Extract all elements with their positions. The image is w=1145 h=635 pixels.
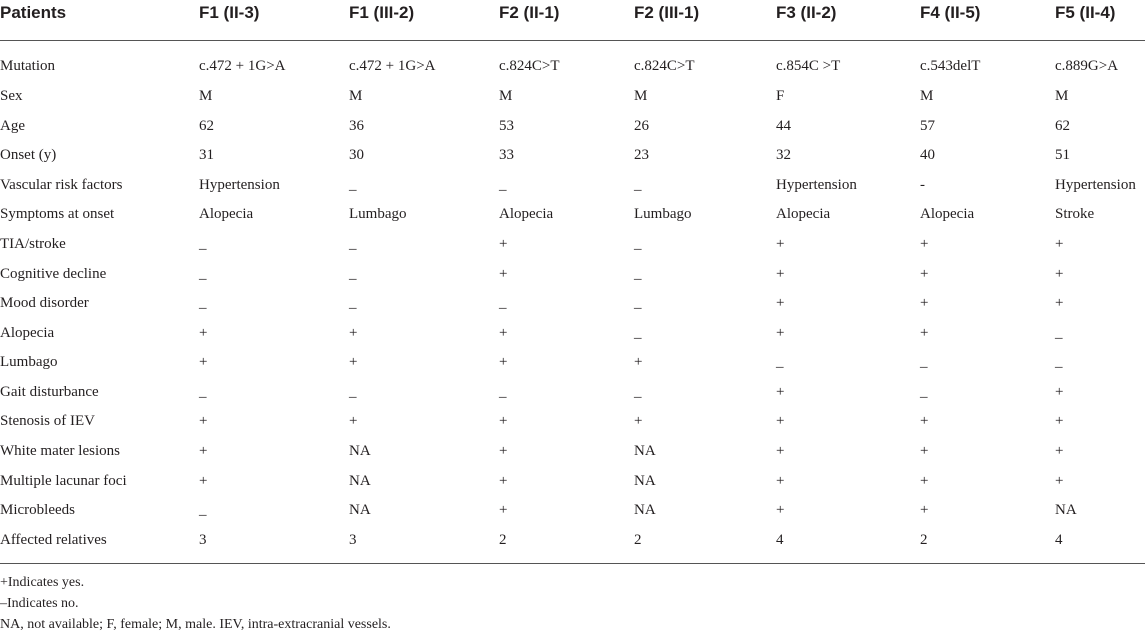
table-cell: + (499, 473, 508, 489)
table-cell: 40 (920, 147, 935, 163)
table-cell: NA (349, 502, 371, 518)
table-cell: NA (634, 502, 656, 518)
row-label: Mood disorder (0, 295, 89, 311)
table-cell: - (920, 177, 925, 193)
table-cell: + (776, 502, 785, 518)
table-cell: + (499, 236, 508, 252)
table-cell: NA (349, 473, 371, 489)
header-divider (0, 40, 1145, 41)
table-cell: c.824C>T (634, 58, 695, 74)
table-cell: _ (199, 384, 207, 400)
table-cell: + (920, 236, 929, 252)
table-cell: 4 (1055, 532, 1063, 548)
header-col-1: F1 (II-3) (199, 3, 260, 22)
table-cell: Alopecia (920, 206, 975, 222)
table-cell: + (920, 325, 929, 341)
table-cell: M (920, 88, 934, 104)
table-cell: _ (199, 502, 207, 518)
table-cell: Lumbago (634, 206, 692, 222)
table-cell: 2 (634, 532, 642, 548)
table-bottom-divider (0, 563, 1145, 564)
table-cell: 57 (920, 118, 935, 134)
table-cell: + (776, 443, 785, 459)
table-cell: M (349, 88, 363, 104)
table-cell: + (1055, 413, 1064, 429)
table-row (0, 265, 1145, 294)
footnote-abbreviations: NA, not available; F, female; M, male. IEV, intra-extracranial vessels. (0, 617, 391, 632)
header-col-2: F1 (III-2) (349, 3, 415, 22)
table-cell: _ (634, 266, 642, 282)
table-cell: 2 (499, 532, 507, 548)
table-cell: + (776, 236, 785, 252)
table-header-row (0, 0, 1145, 40)
table-cell: NA (634, 443, 656, 459)
footnote-yes: +Indicates yes. (0, 575, 85, 590)
table-cell: 3 (349, 532, 357, 548)
table-row (0, 472, 1145, 501)
table-cell: + (1055, 295, 1064, 311)
table-cell: _ (199, 266, 207, 282)
table-cell: _ (349, 384, 357, 400)
row-label: Stenosis of IEV (0, 413, 95, 429)
table-row (0, 146, 1145, 175)
table-cell: + (1055, 236, 1064, 252)
table-cell: + (920, 443, 929, 459)
row-label: Multiple lacunar foci (0, 473, 127, 489)
table-cell: NA (634, 473, 656, 489)
table-cell: + (776, 325, 785, 341)
table-row (0, 383, 1145, 412)
table-cell: M (499, 88, 513, 104)
table-cell: _ (634, 236, 642, 252)
table-cell: c.472 + 1G>A (349, 58, 436, 74)
table-cell: 26 (634, 118, 649, 134)
table-cell: _ (634, 177, 642, 193)
table-cell: + (920, 266, 929, 282)
table-row (0, 235, 1145, 264)
table-cell: M (199, 88, 213, 104)
table-cell: + (199, 473, 208, 489)
table-cell: + (199, 354, 208, 370)
table-cell: _ (920, 354, 928, 370)
row-label: Gait disturbance (0, 384, 99, 400)
table-row (0, 87, 1145, 116)
table-cell: + (499, 443, 508, 459)
table-row (0, 176, 1145, 205)
row-label: Alopecia (0, 325, 55, 341)
row-label: Vascular risk factors (0, 177, 123, 193)
table-row (0, 412, 1145, 441)
row-label: Lumbago (0, 354, 58, 370)
table-cell: 4 (776, 532, 784, 548)
table-cell: + (199, 325, 208, 341)
table-cell: M (634, 88, 648, 104)
table-cell: + (499, 354, 508, 370)
table-cell: 53 (499, 118, 514, 134)
table-cell: 44 (776, 118, 791, 134)
table-cell: 32 (776, 147, 791, 163)
table-cell: + (349, 413, 358, 429)
row-label: Onset (y) (0, 147, 57, 163)
table-cell: _ (499, 384, 507, 400)
table-cell: + (199, 413, 208, 429)
row-label: Cognitive decline (0, 266, 107, 282)
table-row (0, 324, 1145, 353)
table-cell: 62 (199, 118, 214, 134)
row-label: Mutation (0, 58, 55, 74)
table-cell: Alopecia (199, 206, 254, 222)
table-cell: _ (199, 295, 207, 311)
table-cell: + (1055, 443, 1064, 459)
table-cell: _ (349, 177, 357, 193)
table-cell: NA (1055, 502, 1077, 518)
table-cell: + (920, 473, 929, 489)
table-cell: 2 (920, 532, 928, 548)
table-row (0, 294, 1145, 323)
table-cell: + (776, 295, 785, 311)
table-cell: 51 (1055, 147, 1070, 163)
table-cell: 36 (349, 118, 364, 134)
table-cell: _ (499, 295, 507, 311)
table-cell: + (776, 473, 785, 489)
table-cell: c.824C>T (499, 58, 560, 74)
header-col-6: F4 (II-5) (920, 3, 981, 22)
header-patients: Patients (0, 3, 67, 22)
table-cell: + (776, 266, 785, 282)
table-footnotes (0, 572, 391, 635)
table-cell: Hypertension (1055, 177, 1136, 193)
table-cell: 3 (199, 532, 207, 548)
row-label: TIA/stroke (0, 236, 66, 252)
table-cell: _ (634, 384, 642, 400)
table-cell: _ (634, 295, 642, 311)
table-cell: M (1055, 88, 1069, 104)
table-row (0, 531, 1145, 560)
table-cell: + (920, 295, 929, 311)
table-cell: + (1055, 473, 1064, 489)
header-col-5: F3 (II-2) (776, 3, 837, 22)
table-cell: Stroke (1055, 206, 1095, 222)
table-cell: + (349, 354, 358, 370)
table-cell: 62 (1055, 118, 1070, 134)
table-cell: + (499, 413, 508, 429)
table-row (0, 205, 1145, 234)
table-cell: Hypertension (199, 177, 280, 193)
table-cell: + (1055, 266, 1064, 282)
row-label: Symptoms at onset (0, 206, 115, 222)
table-cell: c.543delT (920, 58, 981, 74)
table-cell: _ (920, 384, 928, 400)
row-label: White mater lesions (0, 443, 120, 459)
table-cell: + (634, 354, 643, 370)
table-row (0, 442, 1145, 471)
table-cell: + (1055, 384, 1064, 400)
table-cell: 33 (499, 147, 514, 163)
table-row (0, 117, 1145, 146)
table-cell: + (499, 325, 508, 341)
table-row (0, 501, 1145, 530)
table-cell: _ (1055, 325, 1063, 341)
row-label: Affected relatives (0, 532, 107, 548)
table-cell: Alopecia (499, 206, 554, 222)
row-label: Microbleeds (0, 502, 75, 518)
table-cell: _ (349, 266, 357, 282)
table-cell: _ (634, 325, 642, 341)
table-cell: 31 (199, 147, 214, 163)
table-cell: + (499, 266, 508, 282)
table-cell: _ (199, 236, 207, 252)
table-cell: Hypertension (776, 177, 857, 193)
table-cell: Alopecia (776, 206, 831, 222)
row-label: Sex (0, 88, 23, 104)
table-cell: _ (776, 354, 784, 370)
table-cell: + (634, 413, 643, 429)
header-col-7: F5 (II-4) (1055, 3, 1116, 22)
table-row (0, 57, 1145, 86)
table-cell: + (920, 502, 929, 518)
table-cell: + (349, 325, 358, 341)
header-col-4: F2 (III-1) (634, 3, 700, 22)
table-cell: 30 (349, 147, 364, 163)
table-cell: _ (1055, 354, 1063, 370)
row-label: Age (0, 118, 25, 134)
table-cell: + (499, 502, 508, 518)
table-cell: + (199, 443, 208, 459)
table-cell: c.472 + 1G>A (199, 58, 286, 74)
table-cell: _ (349, 295, 357, 311)
footnote-no: –Indicates no. (0, 596, 79, 611)
table-row (0, 353, 1145, 382)
table-cell: F (776, 88, 785, 104)
table-cell: 23 (634, 147, 649, 163)
table-cell: c.889G>A (1055, 58, 1119, 74)
table-cell: NA (349, 443, 371, 459)
table-cell: Lumbago (349, 206, 407, 222)
table-cell: + (776, 413, 785, 429)
table-cell: c.854C >T (776, 58, 841, 74)
table-cell: _ (499, 177, 507, 193)
header-col-3: F2 (II-1) (499, 3, 560, 22)
table-cell: + (920, 413, 929, 429)
table-cell: _ (349, 236, 357, 252)
table-cell: + (776, 384, 785, 400)
